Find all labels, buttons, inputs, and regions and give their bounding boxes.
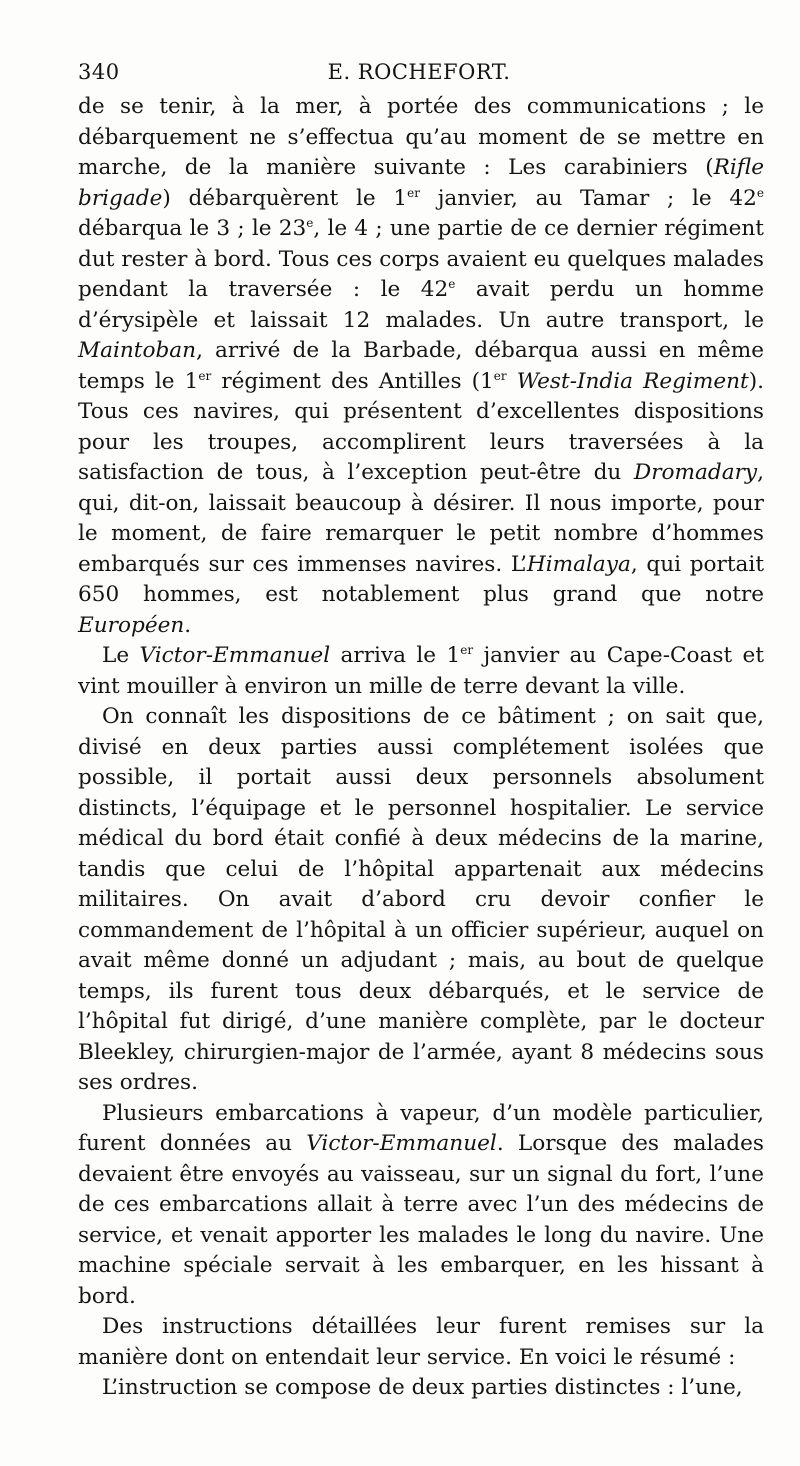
italic-text: Maintoban: [78, 338, 197, 363]
body-text: [78, 92, 764, 1404]
text-run: Plusieurs embarcations à vapeur, d’un modèle particulier, furent données au: [78, 1100, 764, 1156]
superscript: e: [448, 277, 456, 291]
page-header: [78, 56, 760, 90]
text-run: , qui, dit-on, laissait beaucoup à désirer. Il nous importe, pour le moment, de faire remarquer le petit nombre d’hommes embarqués sur ces immenses navires. L’: [78, 460, 764, 577]
superscript: er: [460, 643, 474, 657]
text-run: , qui portait 650 hommes, est notablement plus grand que notre: [78, 551, 764, 607]
paragraph: [78, 1373, 764, 1404]
italic-text: West-India Regiment: [516, 368, 749, 394]
paragraph: [78, 702, 764, 1099]
italic-text: Victor-Emmanuel: [139, 643, 331, 668]
text-run: régiment des Antilles (1: [211, 368, 494, 394]
text-run: de se tenir, à la mer, à portée des communications ; le débarquement ne s’effectua qu’au moment de se mettre en marche, de la manière suivante : Les carabiniers (: [78, 94, 764, 180]
superscript: er: [493, 368, 507, 383]
italic-text: Victor-Emmanuel: [306, 1131, 497, 1156]
text-run: On connaît les dispositions de ce bâtiment ; on sait que, divisé en deux parties aussi complétement isolées que possible, il portait aussi deux personnels absolument distincts, l’équipage et le personnel hospitalier. Le service médical du bord était confié à deux médecins de la marine, tandis que celui de l’hôpital appartenait aux médecins militaires. On avait d’abord cru devoir confier le commandement de l’hôpital à un officier supérieur, auquel on avait même donné un adjudant ; mais, au bout de quelque temps, ils furent tous deux débarqués, et le service de l’hôpital fut dirigé, d’une manière complète, par le docteur Bleekley, chirurgien-major de l’armée, ayant 8 médecins sous ses ordres.: [78, 704, 764, 1095]
superscript: er: [198, 368, 212, 383]
superscript: e: [756, 185, 764, 200]
text-run: , le 4 ; une partie de ce dernier régiment dut rester à bord. Tous ces corps avaient eu quelques malades pendant la traversée : le 42: [78, 216, 764, 302]
italic-text: Dromadary: [633, 460, 758, 485]
text-run: ) débarquèrent le 1: [162, 185, 408, 211]
text-run: arriva le 1: [330, 643, 461, 668]
paragraph: [78, 92, 764, 641]
text-run: L’instruction se compose de deux parties distinctes : l’une,: [102, 1375, 743, 1400]
italic-text: Européen: [78, 612, 185, 638]
paragraph: [78, 1099, 764, 1313]
running-head: E. ROCHEFORT.: [327, 60, 511, 84]
superscript: er: [407, 185, 420, 200]
italic-text: Himalaya: [526, 551, 631, 577]
text-run: [507, 369, 517, 394]
text-run: , arrivé de la Barbade, débarqua aussi en même temps le 1: [78, 338, 764, 394]
italic-text: Rifle brigade: [78, 155, 764, 211]
text-run: janvier au Cape-Coast et vint mouiller à environ un mille de terre devant la ville.: [78, 643, 765, 699]
text-run: janvier, au Tamar ; le 42: [419, 185, 757, 211]
text-run: avait perdu un homme d’érysipèle et laissait 12 malades. Un autre transport, le: [78, 277, 764, 333]
page-number: 340: [78, 60, 120, 84]
paragraph: [78, 1312, 764, 1373]
superscript: e: [306, 216, 314, 230]
text-run: ). Tous ces navires, qui présentent d’excellentes dispositions pour les troupes, accomplirent leurs traversées à la satisfaction de tous, à l’exception peut-être du: [78, 368, 764, 485]
text-run: débarqua le 3 ; le 23: [78, 216, 307, 241]
text-run: .: [184, 612, 192, 638]
text-run: Le: [102, 643, 140, 668]
text-run: Des instructions détaillées leur furent remises sur la manière dont on entendait leur service. En voici le résumé :: [78, 1314, 764, 1370]
paragraph: [78, 641, 764, 702]
text-run: . Lorsque des malades devaient être envoyés au vaisseau, sur un signal du fort, l’une de ces embarcations allait à terre avec l’un des médecins de service, et venait apporter les malades le long du navire. Une machine spéciale servait à les embarquer, en les hissant à bord.: [78, 1131, 764, 1309]
